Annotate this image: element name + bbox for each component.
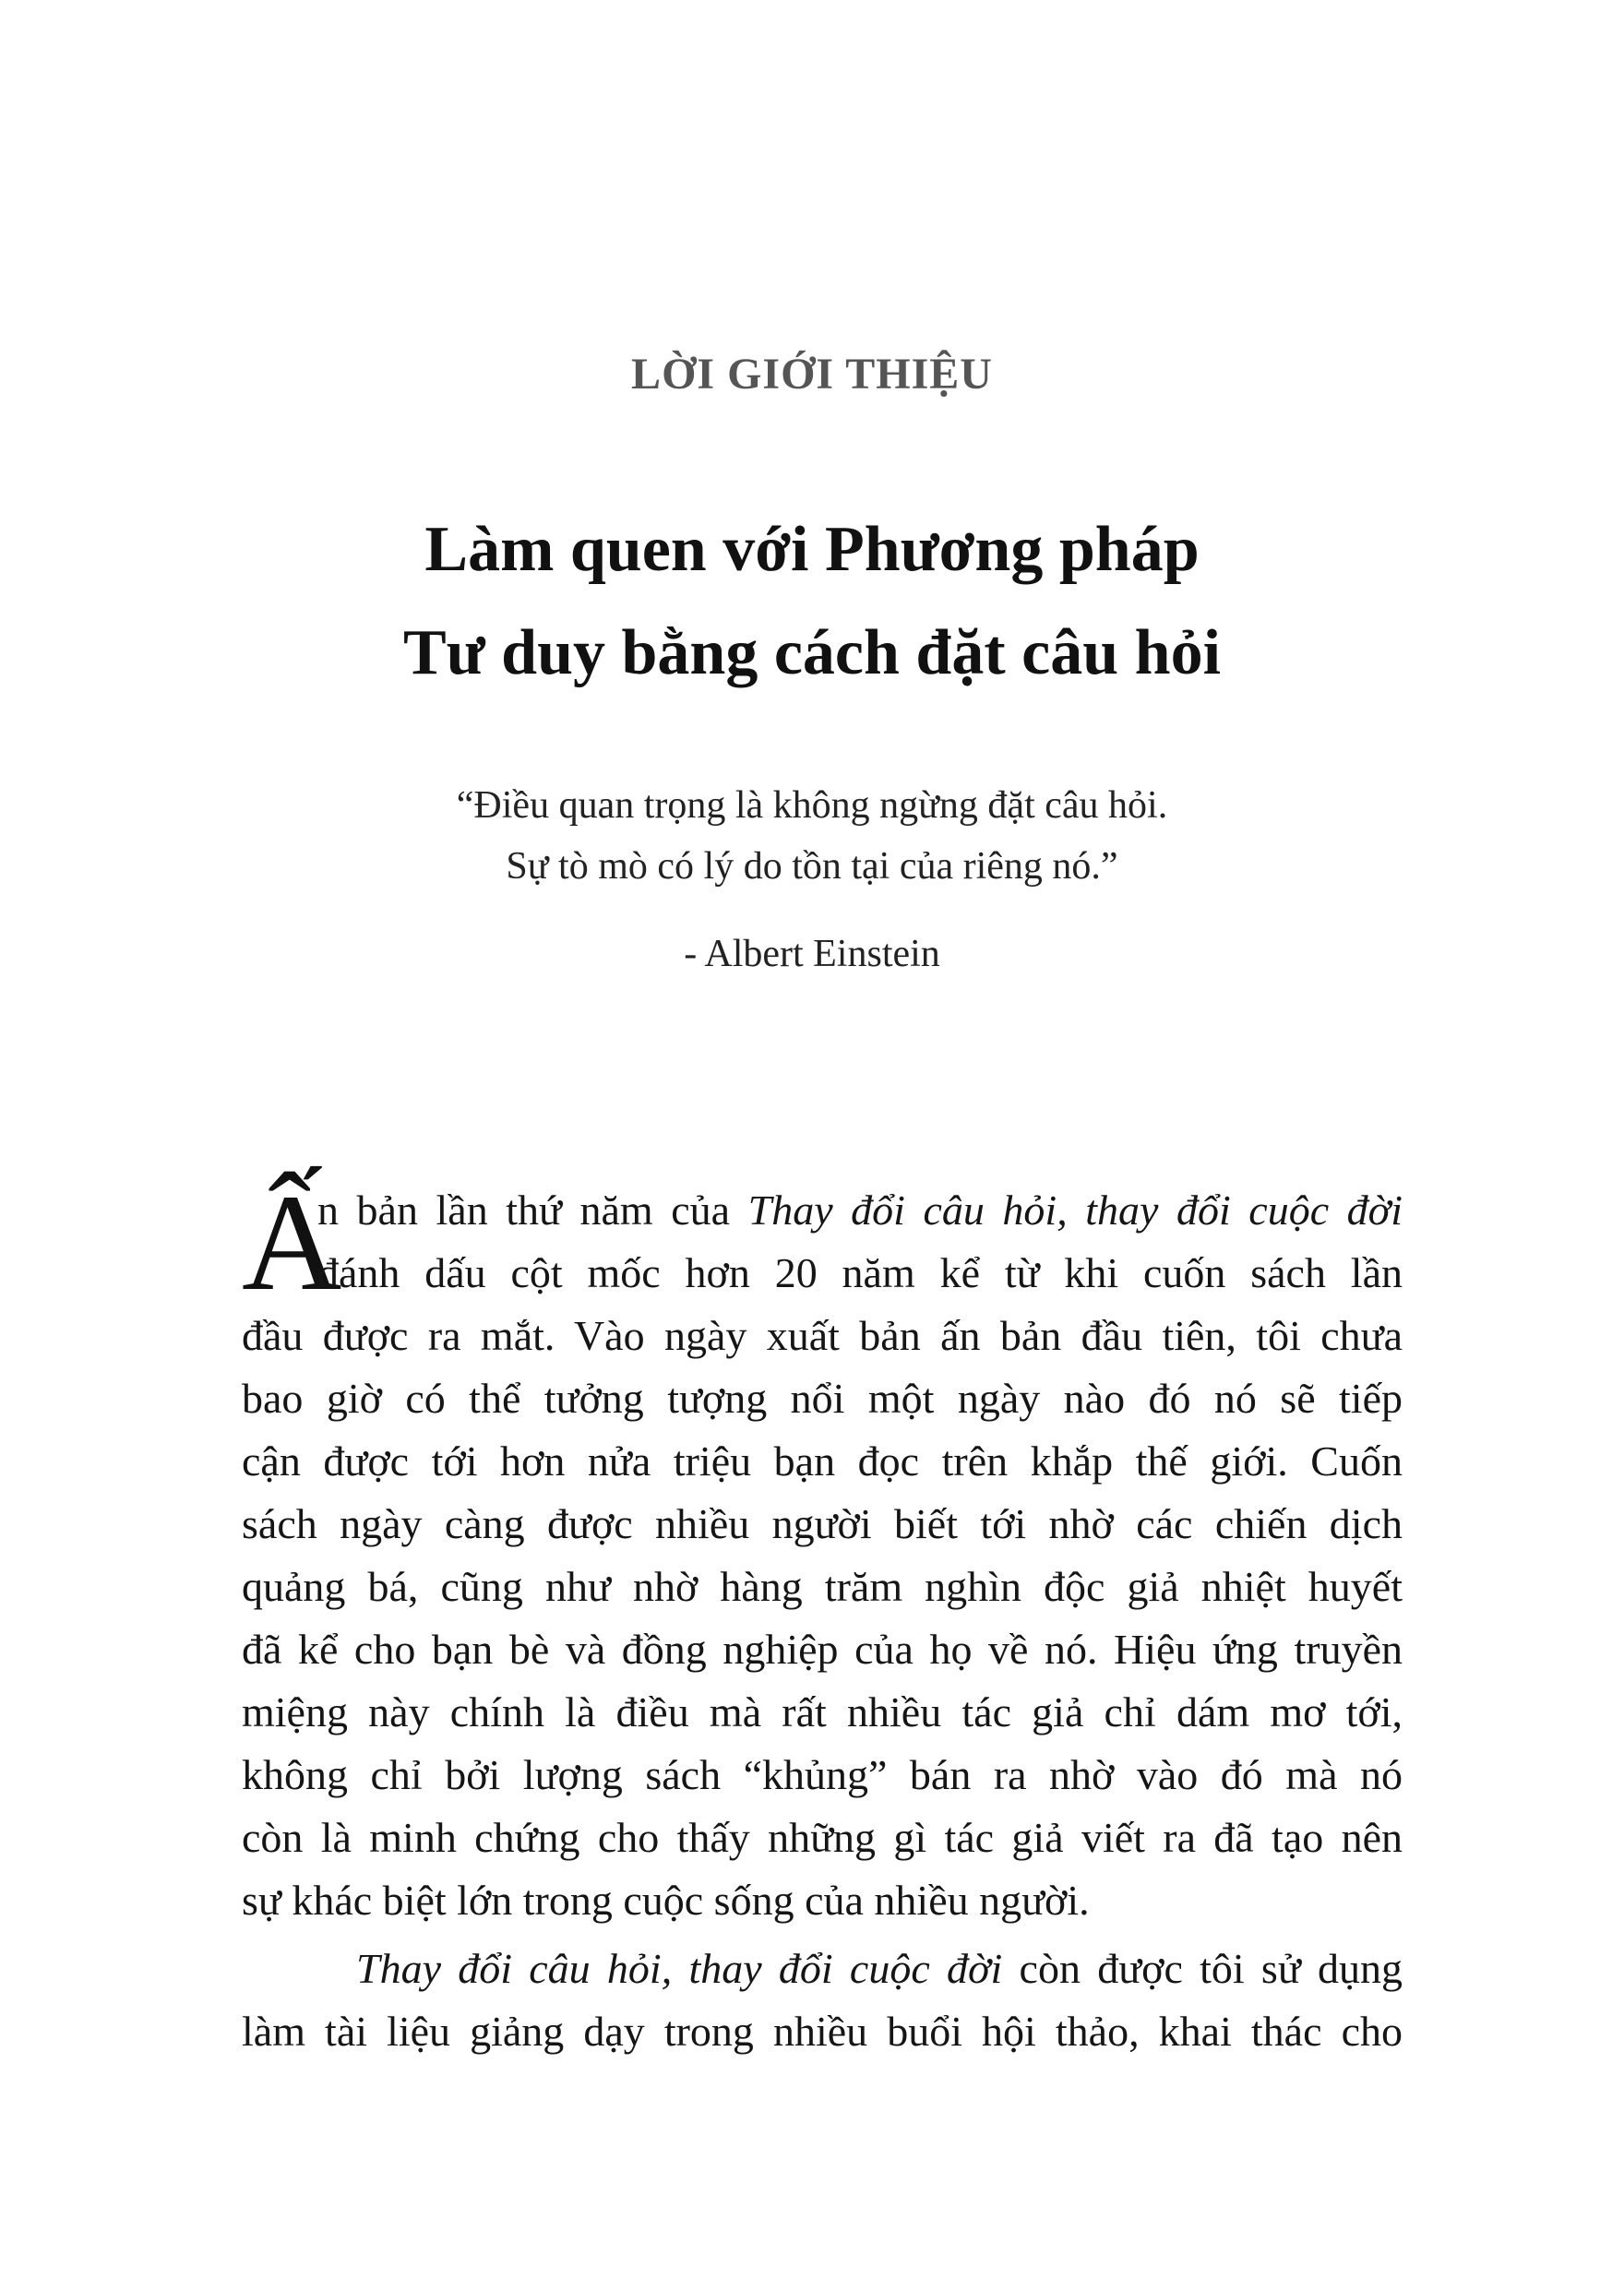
paragraph-1-line-4: bao giờ có thể tưởng tượng nổi một ngày nào đó nó sẽ tiếp bbox=[242, 1375, 1403, 1422]
book-title-italic: Thay đổi câu hỏi, thay đổi cuộc đời bbox=[356, 1945, 1003, 1992]
paragraph-1-line-1 bbox=[242, 1179, 1403, 1242]
book-title-italic: Thay đổi câu hỏi, thay đổi cuộc đời bbox=[747, 1187, 1403, 1234]
drop-cap: Ấ bbox=[242, 1166, 342, 1319]
paragraph-1-line-2: đánh dấu cột mốc hơn 20 năm kể từ khi cuốn sách lần bbox=[317, 1249, 1403, 1296]
paragraph-1-line-7: quảng bá, cũng như nhờ hàng trăm nghìn độc giả nhiệt huyết bbox=[242, 1563, 1403, 1610]
paragraph-1-line-9: miệng này chính là điều mà rất nhiều tác giả chỉ dám mơ tới, bbox=[242, 1688, 1403, 1735]
paragraph-1-line-3: đầu được ra mắt. Vào ngày xuất bản ấn bản đầu tiên, tôi chưa bbox=[242, 1312, 1403, 1359]
chapter-title-line-2: Tư duy bằng cách đặt câu hỏi bbox=[402, 617, 1222, 688]
paragraph-2-line-2: làm tài liệu giảng dạy trong nhiều buổi hội thảo, khai thác cho bbox=[242, 2008, 1403, 2055]
paragraph-1-line-6: sách ngày càng được nhiều người biết tới nhờ các chiến dịch bbox=[242, 1500, 1403, 1547]
text-run: còn được tôi sử dụng bbox=[1002, 1945, 1403, 1992]
chapter-title bbox=[0, 498, 1624, 705]
paragraph-1-line-8: đã kể cho bạn bè và đồng nghiệp của họ về nó. Hiệu ứng truyền bbox=[242, 1626, 1403, 1673]
paragraph-1-line-12: sự khác biệt lớn trong cuộc sống của nhiều người. bbox=[242, 1877, 1090, 1924]
epigraph-line-2: Sự tò mò có lý do tồn tại của riêng nó.” bbox=[506, 845, 1118, 888]
section-label: LỜI GIỚI THIỆU bbox=[631, 350, 993, 399]
epigraph-quote bbox=[0, 775, 1624, 897]
body-text bbox=[242, 1179, 1403, 2063]
paragraph-1-line-10: không chỉ bởi lượng sách “khủng” bán ra nhờ vào đó mà nó bbox=[242, 1751, 1403, 1798]
chapter-title-line-1: Làm quen với Phương pháp bbox=[424, 514, 1200, 585]
paragraph-1 bbox=[242, 1179, 1403, 1932]
text-run: n bản lần thứ năm của bbox=[317, 1187, 748, 1234]
paragraph-1-line-5: cận được tới hơn nửa triệu bạn đọc trên khắp thế giới. Cuốn bbox=[242, 1437, 1403, 1485]
epigraph-line-1: “Điều quan trọng là không ngừng đặt câu hỏi. bbox=[456, 784, 1168, 827]
paragraph-1-line-11: còn là minh chứng cho thấy những gì tác giả viết ra đã tạo nên bbox=[242, 1814, 1403, 1861]
epigraph-attribution: - Albert Einstein bbox=[684, 933, 940, 975]
paragraph-2 bbox=[242, 1938, 1403, 2063]
paragraph-2-line-1 bbox=[242, 1938, 1403, 2000]
